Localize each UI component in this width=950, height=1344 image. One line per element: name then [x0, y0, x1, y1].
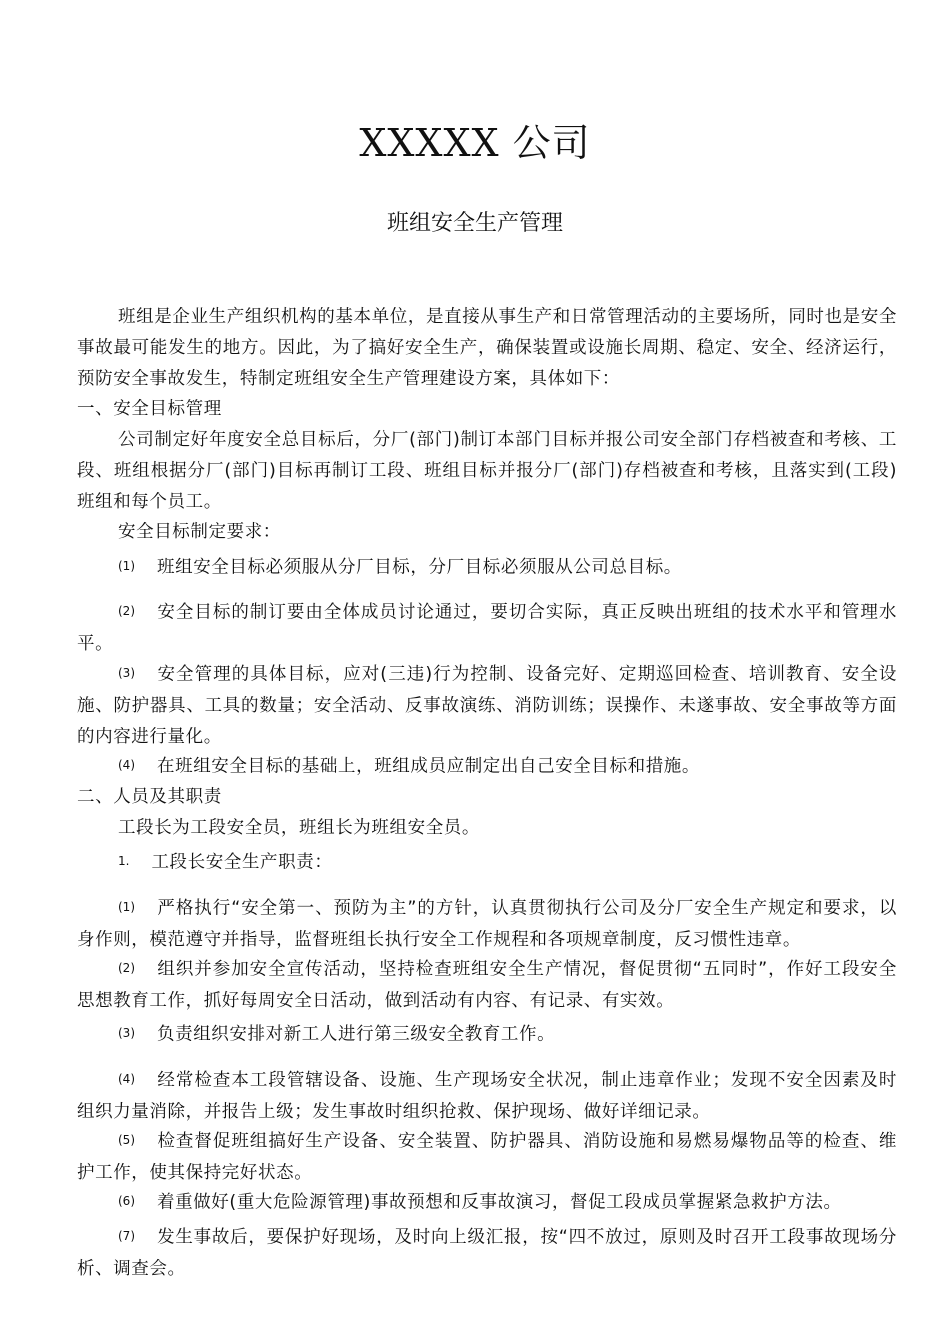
list-item: [77, 1126, 897, 1189]
list-item-number: (4): [118, 758, 135, 772]
list-item-number: (7): [118, 1229, 135, 1243]
section1-paragraph: 公司制定好年度安全总目标后，分厂(部门)制订本部门目标并报公司安全部门存档被查和考核、工段、班组根据分厂(部门)目标再制订工段、班组目标并报分厂(部门)存档被查和考核，且落实到(工段)班组和每个员工。: [77, 430, 897, 512]
list-item: [77, 954, 897, 1017]
intro-paragraph: 班组是企业生产组织机构的基本单位，是直接从事生产和日常管理活动的主要场所，同时也是安全事故最可能发生的地方。因此，为了搞好安全生产，确保装置或设施长周期、稳定、安全、经济运行，预防安全事故发生，特制定班组安全生产管理建设方案，具体如下：: [77, 307, 897, 389]
list-item-text: 经常检查本工段管辖设备、设施、生产现场安全状况，制止违章作业；发现不安全因素及时组织力量消除，并报告上级；发生事故时组织抢救、保护现场、做好详细记录。: [77, 1070, 897, 1122]
list-item: [77, 751, 897, 783]
list-item-text: 着重做好(重大危险源管理)事故预想和反事故演习，督促工段成员掌握紧急救护方法。: [157, 1192, 842, 1213]
list-item-text: 班组安全目标必须服从分厂目标，分厂目标必须服从公司总目标。: [157, 557, 682, 578]
list-item-number: (3): [118, 666, 135, 680]
list-item: [77, 597, 897, 660]
list-item: [77, 552, 897, 584]
list-item-number: (2): [118, 604, 135, 618]
list-item-number: (1): [118, 559, 135, 573]
list-item-number: (4): [118, 1072, 135, 1086]
list-item-number: (3): [118, 1026, 135, 1040]
list-item-number: (1): [118, 900, 135, 914]
list-item-text: 检查督促班组搞好生产设备、安全装置、防护器具、消防设施和易燃易爆物品等的检查、维护工作，使其保持完好状态。: [77, 1131, 897, 1183]
section-heading-1: 一、安全目标管理: [77, 399, 222, 419]
section2-paragraph: 工段长为工段安全员，班组长为班组安全员。: [118, 818, 480, 838]
section-heading-2: 二、人员及其职责: [77, 787, 222, 807]
list-item-text: 安全目标的制订要由全体成员讨论通过，要切合实际，真正反映出班组的技术水平和管理水平。: [77, 602, 897, 654]
subsection-label: 工段长安全生产职责：: [151, 852, 333, 873]
list-item: [77, 1187, 897, 1219]
list-item-number: (6): [118, 1194, 135, 1208]
list-item-number: (5): [118, 1133, 135, 1147]
list-item-text: 组织并参加安全宣传活动，坚持检查班组安全生产情况，督促贯彻“五同时”，作好工段安全思想教育工作，抓好每周安全日活动，做到活动有内容、有记录、有实效。: [77, 959, 897, 1011]
subsection-number: 1.: [118, 854, 130, 868]
list-item: [77, 1222, 897, 1285]
list-item: [77, 893, 897, 956]
subsection-heading: [77, 847, 332, 879]
page-title: XXXXX 公司: [359, 121, 591, 165]
requirements-label: 安全目标制定要求：: [118, 522, 281, 542]
list-item-text: 在班组安全目标的基础上，班组成员应制定出自己安全目标和措施。: [157, 756, 700, 777]
list-item-text: 严格执行“安全第一、预防为主”的方针，认真贯彻执行公司及分厂安全生产规定和要求，以身作则，模范遵守并指导，监督班组长执行安全工作规程和各项规章制度，反习惯性违章。: [77, 898, 897, 950]
page-subtitle: 班组安全生产管理: [386, 211, 563, 236]
list-item: [77, 1065, 897, 1128]
list-item: [77, 1019, 897, 1051]
list-item-text: 发生事故后，要保护好现场，及时向上级汇报，按“四不放过，原则及时召开工段事故现场分析、调查会。: [77, 1227, 897, 1279]
list-item-text: 负责组织安排对新工人进行第三级安全教育工作。: [157, 1024, 556, 1045]
list-item: [77, 659, 897, 753]
list-item-number: (2): [118, 961, 135, 975]
list-item-text: 安全管理的具体目标，应对(三违)行为控制、设备完好、定期巡回检查、培训教育、安全设施、防护器具、工具的数量；安全活动、反事故演练、消防训练；误操作、未遂事故、安全事故等方面的内容进行量化。: [77, 664, 897, 747]
